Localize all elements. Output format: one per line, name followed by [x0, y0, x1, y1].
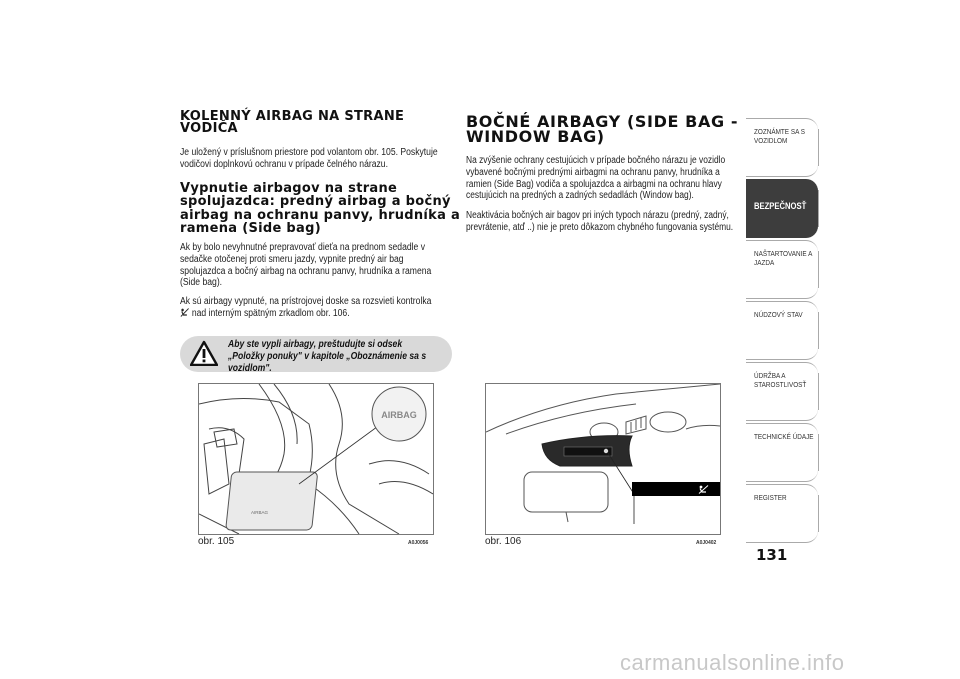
tab-starting-driving[interactable]: NAŠTARTOVANIE A JAZDA [746, 240, 818, 299]
paragraph-child-seat: Ak by bolo nevyhnutné prepravovať dieťa na prednom sedadle v sedačke otočenej proti smeru jazdy, vypnite predný air bag spolujazdca a bočný airbag na ochranu panvy, hrudníka a ramena (Side bag). [180, 242, 432, 289]
tab-emergency[interactable]: NÚDZOVÝ STAV [746, 301, 818, 360]
paragraph-side-airbags-note: Neaktivácia bočných air bagov pri iných typoch nárazu (predný, zadný, prevrátenie, atď ..) nie je preto dôkazom chybného fungovania systému. [466, 210, 734, 233]
dashboard-illustration [199, 384, 433, 534]
overhead-console-illustration [486, 384, 720, 534]
watermark: carmanualsonline.info [620, 650, 845, 675]
paragraph-warning-light-line2 [180, 308, 438, 320]
paragraph-side-airbags: Na zvýšenie ochrany cestujúcich v prípade bočného nárazu je vozidlo vybavené bočnými prednými airbagmi na ochranu panvy, hrudníka a ramien (Side Bag) vodiča a spolujazdca a airbagmi na ochranu hlavy cestujúcich na predných a zadných sedadlách (Window bag). [466, 155, 726, 202]
paragraph-warning-light: Ak sú airbagy vypnuté, na prístrojovej doske sa rozsvieti kontrolka [180, 296, 432, 307]
figure-106-caption: obr. 106 [485, 536, 522, 547]
figure-105-caption: obr. 105 [198, 536, 235, 547]
figure-106-code: A0J0402 [696, 540, 717, 546]
heading-side-airbags: BOČNÉ AIRBAGY (SIDE BAG - WINDOW BAG) [466, 112, 739, 146]
tab-register[interactable]: REGISTER [746, 484, 818, 543]
airbag-label: AIRBAG [381, 410, 417, 420]
tab-safety[interactable]: BEZPEČNOSŤ [746, 179, 818, 238]
warning-triangle-icon [190, 340, 218, 366]
figure-106-overhead-console [485, 383, 721, 535]
warning-text: Aby ste vypli airbagy, preštudujte si odsek „Položky ponuky" v kapitole „Oboznámenie sa s vozidlom". [228, 339, 427, 374]
airbag-off-icon [180, 308, 189, 317]
small-airbag-label: AIRBAG [251, 510, 269, 515]
figure-105-knee-airbag [198, 383, 434, 535]
heading-airbag-deactivation: Vypnutie airbagov na strane spolujazdca: predný airbag a bočný airbag na ochranu panvy, hrudníka a ramena (Side bag) [180, 181, 461, 236]
tab-technical-data[interactable]: TECHNICKÉ ÚDAJE [746, 423, 818, 482]
figure-105-code: A0J0056 [408, 540, 429, 546]
page-number: 131 [756, 546, 788, 564]
paragraph-knee-airbag: Je uložený v príslušnom priestore pod volantom obr. 105. Poskytuje vodičovi doplnkovú ochranu v prípade čelného nárazu. [180, 147, 438, 170]
tab-maintenance[interactable]: ÚDRŽBA A STAROSTLIVOSŤ [746, 362, 818, 421]
heading-knee-airbag: KOLENNÝ AIRBAG NA STRANE VODIČA [180, 109, 405, 136]
tab-getting-to-know[interactable]: ZOZNÁMTE SA S VOZIDLOM [746, 118, 818, 177]
paragraph-warning-light-text: nad interným spätným zrkadlom obr. 106. [191, 308, 350, 319]
